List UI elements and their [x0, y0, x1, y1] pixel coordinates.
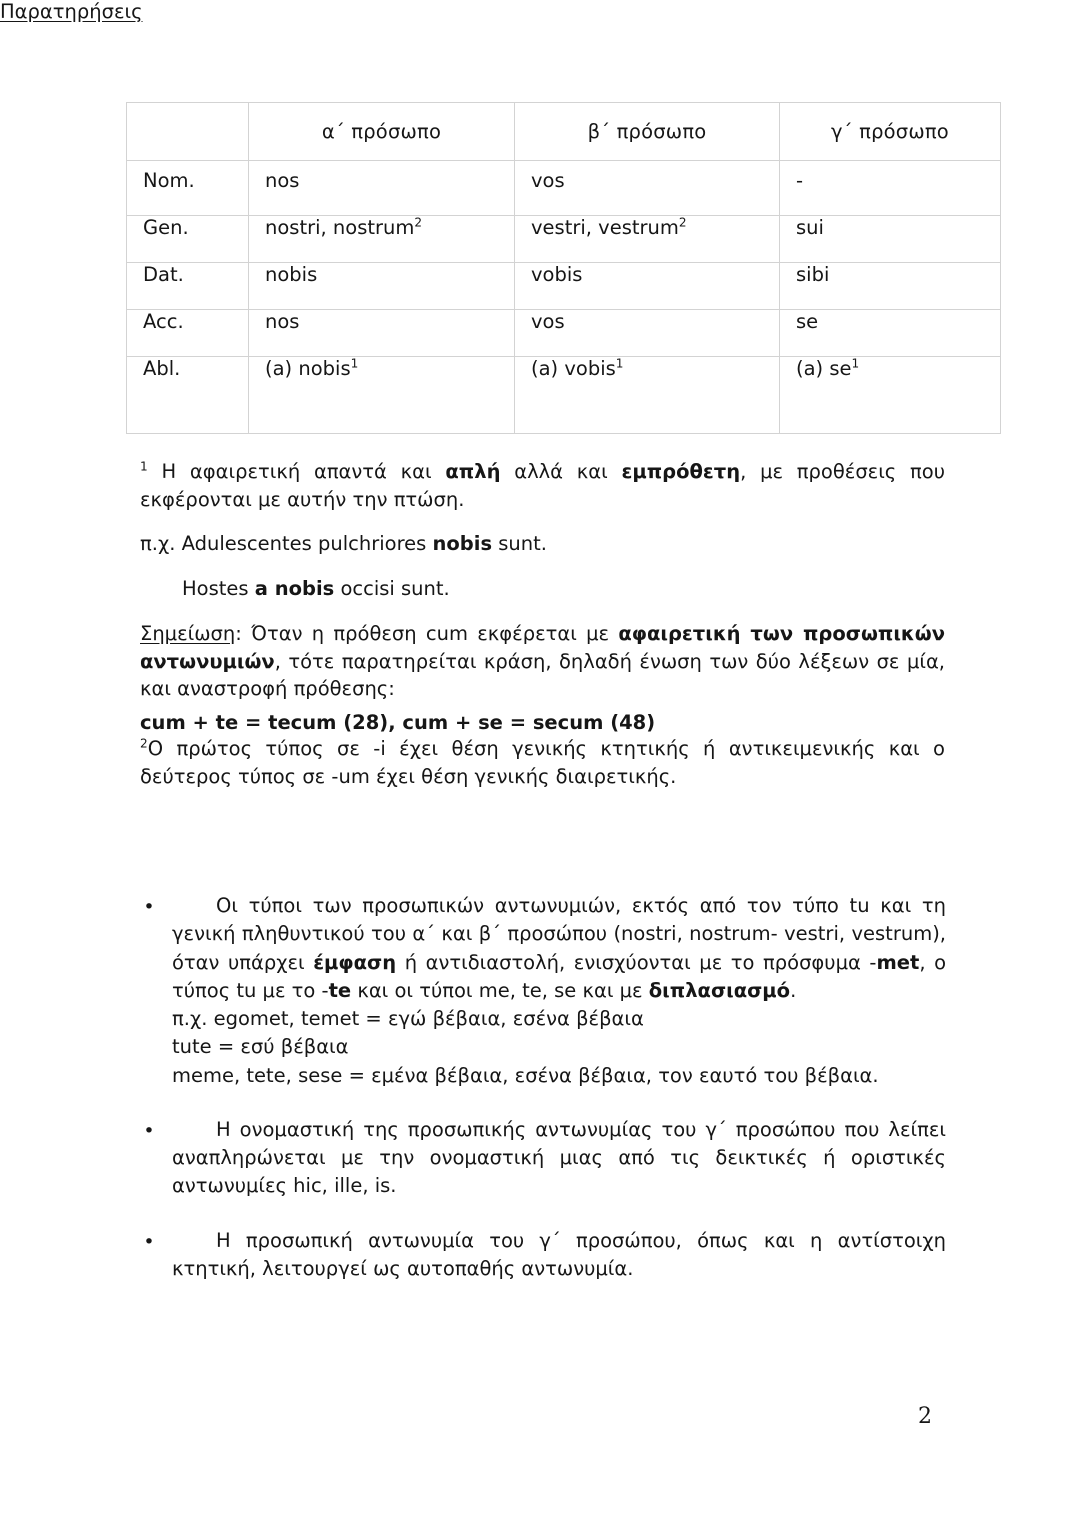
obs1-subline-3: meme, tete, sese = εμένα βέβαια, εσένα βέβαια, τον εαυτό του βέβαια.	[172, 1063, 879, 1087]
crasis-rule-line: cum + te = tecum (28), cum + se = secum (48)	[140, 711, 656, 734]
list-item-body	[172, 1227, 946, 1284]
table-row	[127, 263, 1001, 310]
obs1-seg-1: Οι τύποι των προσωπικών αντωνυμιών, εκτός από τον τύπο tu και τη γενική πληθυντικού του α΄ και β΄ προσώπου (nostri, nostrum- vestri, vestrum), όταν υπάρχει	[172, 894, 946, 974]
obs1-seg-5: .	[790, 978, 797, 1002]
obs3-paragraph: Η προσωπική αντωνυμία του γ΄ προσώπου, όπως και η αντίστοιχη κτητική, λειτουργεί ως αυτοπαθής αντωνυμία.	[172, 1228, 946, 1280]
table-row	[127, 310, 1001, 357]
cell-first-person	[249, 216, 515, 263]
obs1-bold-1: έμφαση	[313, 950, 397, 974]
cell-third-person	[780, 263, 1001, 310]
note-bold-one: αφαιρετική των προσωπικών	[618, 622, 946, 645]
note-bold-two: αντωνυμιών	[140, 649, 275, 673]
form-value: sibi	[796, 263, 830, 286]
footnote-one-part-b: αλλά και	[500, 460, 622, 483]
list-item	[126, 1227, 946, 1284]
form-value: vobis	[531, 263, 583, 286]
example-two-post: occisi sunt.	[334, 577, 450, 600]
cell-case	[127, 161, 249, 216]
case-label: Nom.	[143, 169, 195, 192]
form-value: sui	[796, 216, 824, 239]
form-value: -	[796, 169, 804, 192]
example-two-pre: Hostes	[182, 577, 255, 600]
example-sentence-two	[182, 575, 942, 603]
obs1-bold-4: διπλασιασμό	[648, 978, 791, 1002]
table-header-third-person	[780, 103, 1001, 161]
cell-case	[127, 263, 249, 310]
footnote-one-part-c: , με προθέσεις που εκφέρονται με αυτήν την πτώση.	[140, 460, 945, 511]
obs1-seg-3: , ο τύπος tu με το -	[172, 950, 947, 1002]
obs1-bold-3: te	[328, 978, 352, 1002]
table-row	[127, 216, 1001, 263]
obs1-subline-2: tute = εσύ βέβαια	[172, 1035, 349, 1059]
form-value: vos	[531, 310, 565, 333]
footnote-two-marker: 2	[140, 736, 148, 751]
personal-pronoun-declension-table	[126, 102, 1001, 434]
form-value: (a) se	[796, 357, 852, 380]
list-item	[126, 1116, 946, 1201]
footnote-one-marker: 1	[140, 459, 148, 474]
example-one-bold: nobis	[432, 532, 493, 555]
footnote-ref: 2	[414, 215, 423, 230]
footnote-one-bold-a: απλή	[445, 460, 501, 483]
form-value: (a) vobis	[531, 357, 616, 380]
cell-second-person	[515, 357, 780, 434]
footnote-one-bold-b: εμπρόθετη	[621, 460, 741, 483]
form-value: se	[796, 310, 819, 333]
form-value: nostri, nostrum	[265, 216, 415, 239]
obs1-subline-1: π.χ. egomet, temet = εγώ βέβαια, εσένα βέβαια	[172, 1007, 644, 1031]
case-label: Gen.	[143, 216, 189, 239]
cell-third-person	[780, 216, 1001, 263]
cell-third-person	[780, 357, 1001, 434]
footnote-one-part-a: Η αφαιρετική απαντά και	[147, 460, 446, 483]
bullet-icon: •	[143, 896, 155, 918]
footnote-ref: 1	[851, 356, 860, 371]
footnote-ref: 2	[678, 215, 687, 230]
form-value: vestri, vestrum	[531, 216, 679, 239]
case-label: Acc.	[143, 310, 184, 333]
cell-second-person	[515, 310, 780, 357]
list-item-body	[172, 1116, 946, 1201]
footnote-ref: 1	[350, 356, 359, 371]
cell-third-person	[780, 310, 1001, 357]
note-line-one: Όταν η πρόθεση cum εκφέρεται με	[251, 622, 619, 645]
cell-first-person	[249, 310, 515, 357]
page-number: 2	[918, 1404, 932, 1429]
case-label: Dat.	[143, 263, 184, 286]
example-one-pre: π.χ. Adulescentes pulchriores	[140, 532, 433, 555]
list-item-body	[172, 892, 946, 1090]
note-block	[140, 620, 945, 703]
cell-case	[127, 310, 249, 357]
header-label-third-person: γ΄ πρόσωπο	[831, 120, 949, 143]
example-sentence-one	[140, 530, 945, 558]
cell-case	[127, 357, 249, 434]
cell-first-person	[249, 161, 515, 216]
table-header-second-person	[515, 103, 780, 161]
table-row	[127, 357, 1001, 434]
obs1-seg-2: ή αντιδιαστολή, ενισχύονται με το πρόσφυμα -	[396, 950, 877, 974]
observations-list	[126, 892, 946, 1309]
form-value: nobis	[265, 263, 318, 286]
example-two-bold: a nobis	[254, 577, 335, 600]
cell-first-person	[249, 263, 515, 310]
table-header-blank	[127, 103, 249, 161]
list-item	[126, 892, 946, 1090]
form-value: nos	[265, 310, 300, 333]
cell-third-person	[780, 161, 1001, 216]
case-label: Abl.	[143, 357, 181, 380]
bullet-icon: •	[143, 1119, 155, 1142]
form-value: nos	[265, 169, 300, 192]
cell-case	[127, 216, 249, 263]
form-value: (a) nobis	[265, 357, 351, 380]
footnote-two	[140, 735, 945, 790]
form-value: vos	[531, 169, 565, 192]
note-colon: :	[235, 622, 252, 645]
footnote-ref: 1	[615, 356, 624, 371]
obs1-bold-2: met	[876, 950, 920, 974]
note-line-two: , τότε παρατηρείται κράση, δηλαδή ένωση των δύο λέξεων σε μία, και αναστροφή πρόθεσης:	[140, 649, 945, 701]
table-body	[127, 161, 1001, 434]
cell-second-person	[515, 161, 780, 216]
footnote-one	[140, 458, 945, 513]
table-row	[127, 161, 1001, 216]
example-one-post: sunt.	[492, 532, 547, 555]
header-label-second-person: β΄ πρόσωπο	[587, 120, 707, 143]
bullet-icon: •	[143, 1230, 155, 1253]
cell-second-person	[515, 263, 780, 310]
footnote-two-text: Ο πρώτος τύπος σε -i έχει θέση γενικής κτητικής ή αντικειμενικής και ο δεύτερος τύπος σε -um έχει θέση γενικής διαιρετικής.	[140, 737, 945, 788]
observations-heading: Παρατηρήσεις	[0, 0, 143, 23]
list-item-paragraph	[172, 892, 946, 1005]
cell-first-person	[249, 357, 515, 434]
obs1-seg-4: και οι τύποι me, te, se και με	[351, 978, 649, 1002]
note-label: Σημείωση	[140, 622, 236, 645]
header-label-first-person: α΄ πρόσωπο	[321, 120, 442, 143]
table-header-first-person	[249, 103, 515, 161]
table-header-row	[127, 103, 1001, 161]
obs2-paragraph: Η ονομαστική της προσωπικής αντωνυμίας του γ΄ προσώπου που λείπει αναπληρώνεται με την ονομαστική μιας από τις δεικτικές ή οριστικές αντωνυμίες hic, ille, is.	[172, 1117, 946, 1198]
cell-second-person	[515, 216, 780, 263]
